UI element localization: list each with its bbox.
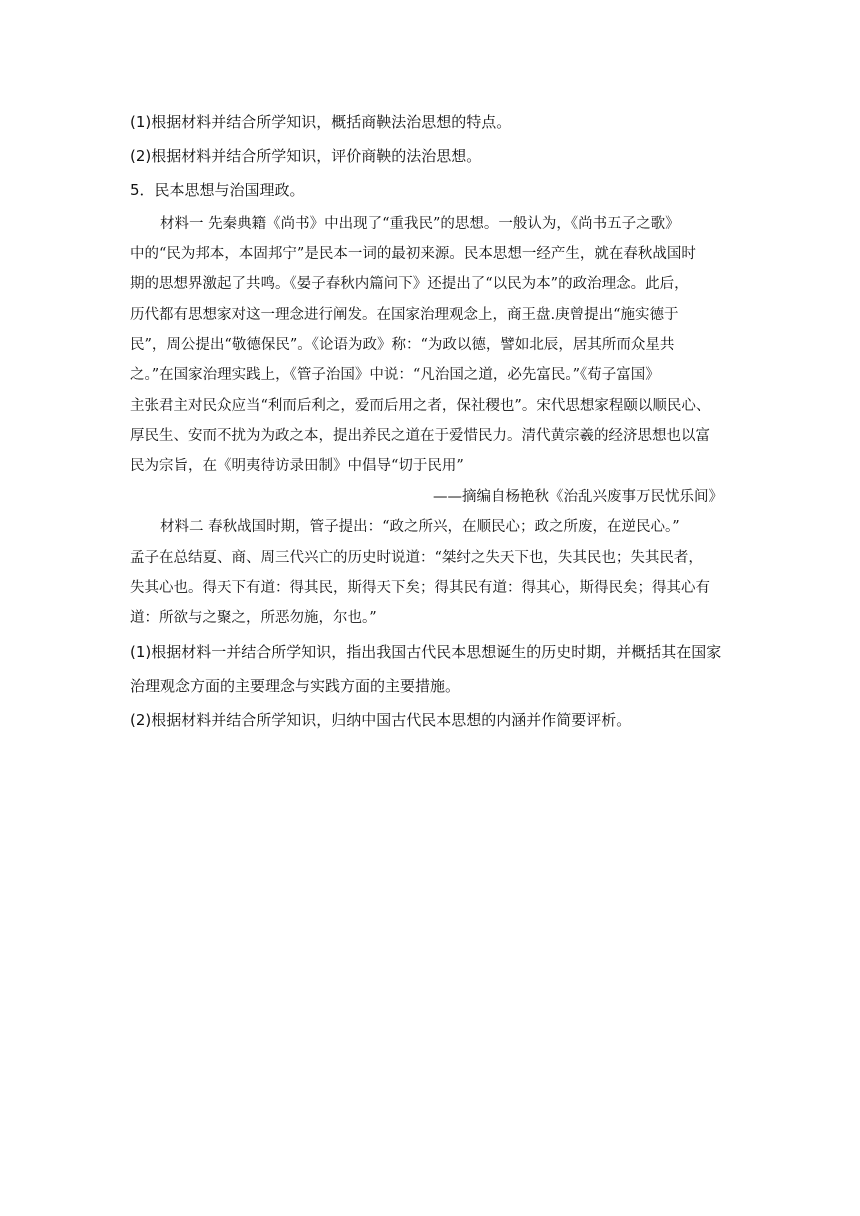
question-5-sub-1-cont: 治理观念方面的主要理念与实践方面的主要措施。 <box>130 677 461 695</box>
material-2-line: 孟子在总结夏、商、周三代兴亡的历史时说道：“桀纣之失天下也，失其民也；失其民者， <box>130 550 703 566</box>
material-2-line: 材料二 春秋战国时期，管子提出：“政之所兴，在顺民心；政之所废，在逆民心。” <box>160 519 680 535</box>
question-5-sub-1: (1)根据材料一并结合所学知识，指出我国古代民本思想诞生的历史时期，并概括其在国家 <box>130 643 722 661</box>
material-2-line: 道：所欲与之聚之，所恶勿施，尔也。” <box>130 610 377 626</box>
material-1-line: 之。”在国家治理实践上，《管子治国》中说：“凡治国之道，必先富民。”《荀子富国》 <box>130 367 660 383</box>
material-1-line: 民”，周公提出“敬德保民”。《论语为政》称：“为政以德，譬如北辰，居其所而众星共 <box>130 337 675 353</box>
material-1-line: 民为宗旨，在《明夷待访录田制》中倡导“切于民用” <box>130 458 464 474</box>
material-1-line: 历代都有思想家对这一理念进行阐发。在国家治理观念上，商王盘.庚曾提出“施实德于 <box>130 307 679 323</box>
material-2-line: 失其心也。得天下有道：得其民，斯得天下矣；得其民有道：得其心，斯得民矣；得其心有 <box>130 580 710 596</box>
question-5-title: 5．民本思想与治国理政。 <box>130 181 305 199</box>
question-4-sub-2: (2)根据材料并结合所学知识，评价商鞅的法治思想。 <box>130 147 482 165</box>
question-4-sub-1: (1)根据材料并结合所学知识，概括商鞅法治思想的特点。 <box>130 113 512 131</box>
question-5-sub-2: (2)根据材料并结合所学知识，归纳中国古代民本思想的内涵并作简要评析。 <box>130 711 632 729</box>
material-1-line: 材料一 先秦典籍《尚书》中出现了“重我民”的思想。一般认为，《尚书五子之歌》 <box>160 216 680 232</box>
material-1-source: ——摘编自杨艳秋《治乱兴废事万民忧乐间》 <box>433 489 723 505</box>
material-1-line: 厚民生、安而不扰为为政之本，提出养民之道在于爱惜民力。清代黄宗羲的经济思想也以富 <box>130 428 710 444</box>
material-1-line: 中的“民为邦本，本固邦宁”是民本一词的最初来源。民本思想一经产生，就在春秋战国时 <box>130 246 696 262</box>
material-1-line: 期的思想界激起了共鸣。《晏子春秋内篇问下》还提出了“以民为本”的政治理念。此后， <box>130 276 689 292</box>
material-1-line: 主张君主对民众应当“利而后利之，爱而后用之者，保社稷也”。宋代思想家程颐以顺民心、 <box>130 398 711 414</box>
